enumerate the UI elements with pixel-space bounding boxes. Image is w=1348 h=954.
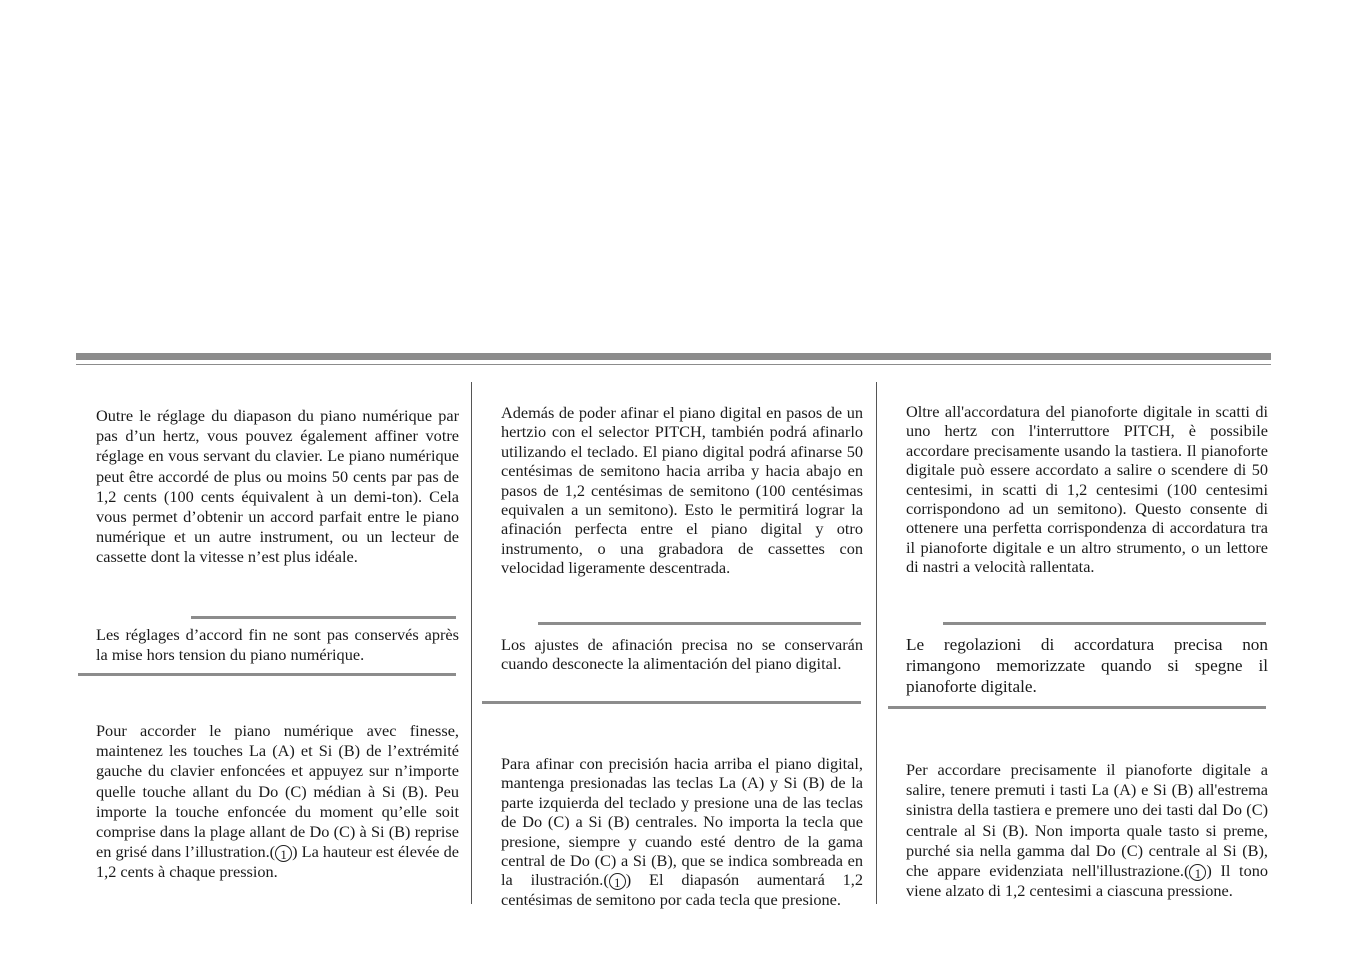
step-text-end-it: ) Il tono viene alzato di 1,2 centesimi a ciascuna pressione.: [906, 861, 1268, 901]
step-text-end-fr: ) La hauteur est élevée de 1,2 cents à chaque pression.: [96, 842, 459, 882]
step-paragraph-es: [501, 754, 863, 910]
step-number-badge-it: 1: [1189, 864, 1206, 881]
note-rule-top-it: [943, 622, 1266, 625]
note-paragraph-fr: Les réglages d’accord fin ne sont pas conservés après la mise hors tension du piano numérique.: [96, 625, 459, 665]
intro-paragraph-it: Oltre all'accordatura del pianoforte digitale in scatti di uno hertz con l'interruttore PITCH, è possibile accordare precisamente usando la tastiera. Il pianoforte digitale può essere accordato a salire o scendere di 50 centesimi, in scatti di 1,2 centesimi (100 centesimi corrispondono ad un semitono). Questo consente di ottenere una perfetta corrispondenza di accordatura tra il pianoforte digitale e un altro strumento, o un lettore di nastri a velocità rallentata.: [906, 402, 1268, 577]
intro-paragraph-fr: Outre le réglage du diapason du piano numérique par pas d’un hertz, vous pouvez également affiner votre réglage en vous servant du clavier. Le piano numérique peut être accordé de plus ou moins 50 cents par pas de 1,2 cents (100 cents équivalent à un demi-ton). Cela vous permet d’obtenir un accord parfait entre le piano numérique et un autre instrument, ou un lecteur de cassette dont la vitesse n’est plus idéale.: [96, 406, 459, 567]
step-paragraph-fr: [96, 721, 459, 883]
step-text-es: Para afinar con precisión hacia arriba el piano digital, mantenga presionadas las teclas La (A) y Si (B) de la parte izquierda del teclado y presione una de las teclas de Do (C) a Si (B) centrales. No importa la tecla que presione, siempre y cuando esté dentro de la gama central de Do (C) a Si (B), que se indica sombreada en la ilustración.(: [501, 754, 863, 890]
column-divider-2: [876, 382, 877, 904]
step-text-end-es: ) El diapasón aumentará 1,2 centésimas de semitono por cada tecla que presione.: [501, 870, 863, 910]
step-text-it: Per accordare precisamente il pianoforte digitale a salire, tenere premuti i tasti La (A) e Si (B) all'estrema sinistra della tastiera e premere uno dei tasti dal Do (C) centrale al Si (B). Non importa quale tasto si preme, purché sia nella gamma dal Do (C) centrale al Si (B), che appare evidenziata nell'illustrazione.(: [906, 760, 1268, 881]
note-rule-bottom-es: [482, 701, 861, 704]
note-paragraph-es: Los ajustes de afinación precisa no se conservarán cuando desconecte la alimentación del piano digital.: [501, 635, 863, 674]
intro-paragraph-es: Además de poder afinar el piano digital en pasos de un hertzio con el selector PITCH, también podrá afinarlo utilizando el teclado. El piano digital podrá afinarse 50 centésimas de semitono hacia arriba y hacia abajo en pasos de 1,2 centésimas de semitono (100 centésimas equivalen a un semitono). Esto le permitirá lograr la afinación perfecta entre el piano digital y otro instrumento, o una grabadora de cassettes con velocidad ligeramente descentrada.: [501, 403, 863, 578]
note-rule-top-fr: [191, 616, 456, 619]
note-paragraph-it: Le regolazioni di accordatura precisa non rimangono memorizzate quando si spegne il pianoforte digitale.: [906, 635, 1268, 696]
step-number-badge-es: 1: [609, 873, 626, 890]
step-text-fr: Pour accorder le piano numérique avec finesse, maintenez les touches La (A) et Si (B) de l’extrémité gauche du clavier enfoncées et appuyez sur n’importe quelle touche allant du Do (C) médian à Si (B). Peu importe la touche enfoncée du moment qu’elle soit comprise dans la plage allant de Do (C) à Si (B) reprise en grisé dans l’illustration.(: [96, 721, 459, 862]
note-rule-top-es: [538, 622, 861, 625]
step-paragraph-it: [906, 760, 1268, 901]
note-rule-bottom-fr: [78, 673, 456, 676]
header-rule-thin: [76, 364, 1271, 365]
note-rule-bottom-it: [888, 706, 1266, 709]
step-number-badge-fr: 1: [275, 845, 292, 862]
column-divider-1: [471, 382, 472, 904]
header-rule-thick: [76, 353, 1271, 360]
